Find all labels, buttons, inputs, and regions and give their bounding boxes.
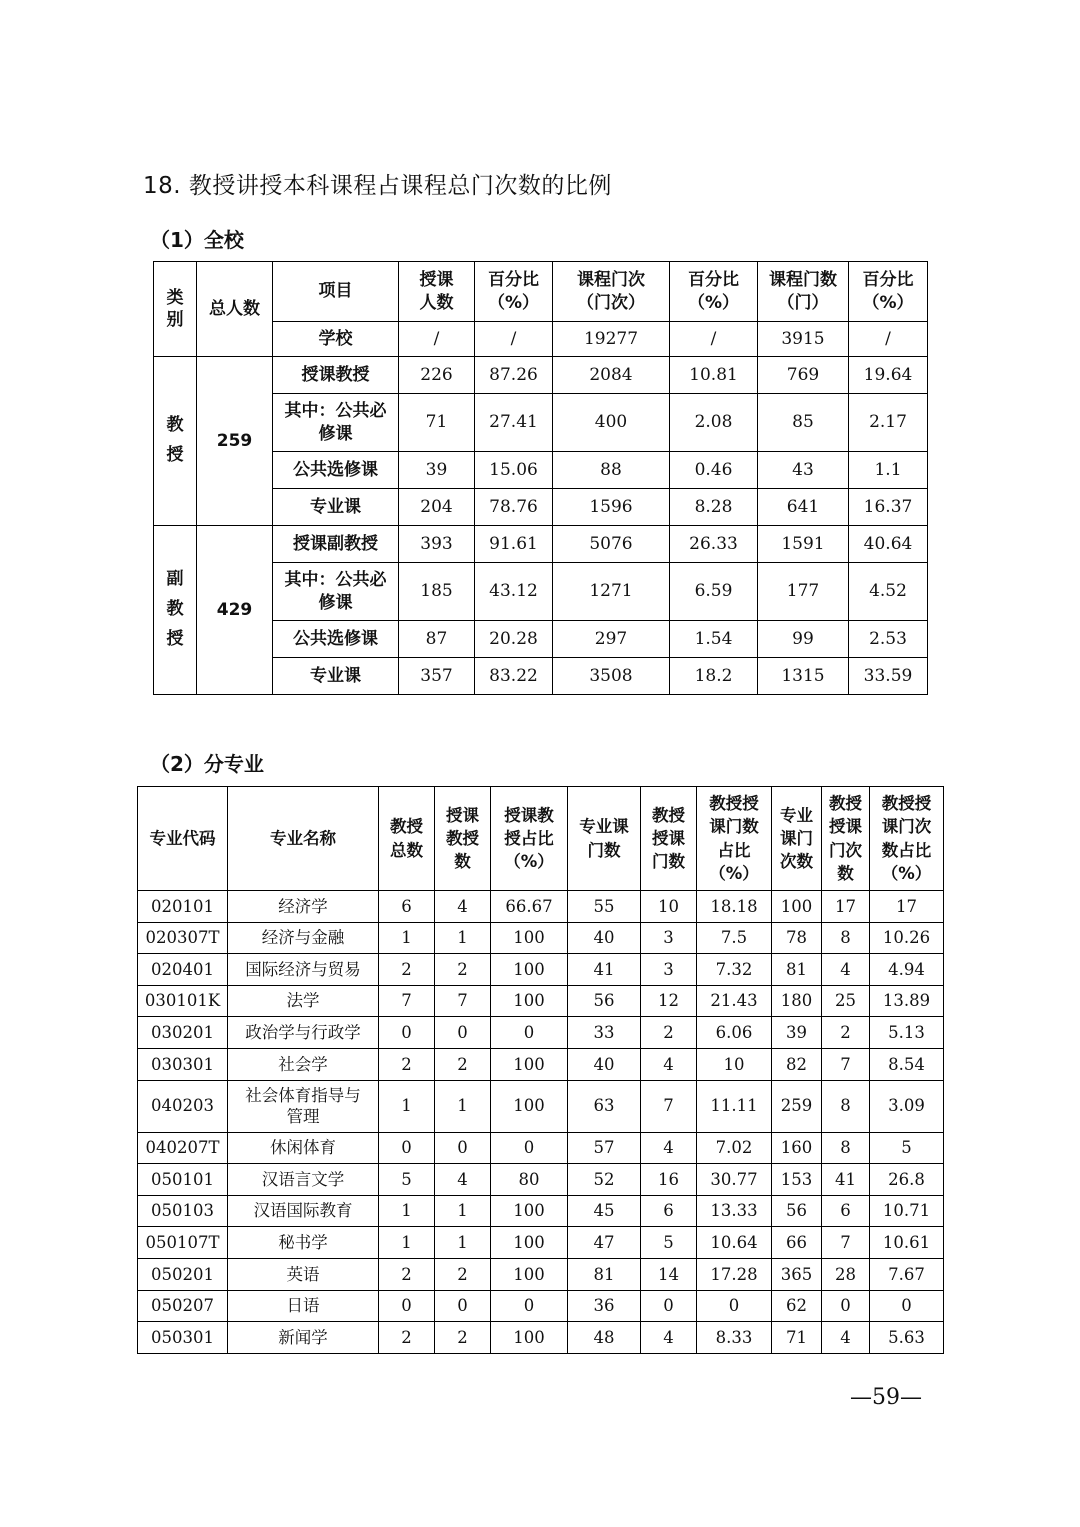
major-name: 经济与金融 (228, 922, 379, 954)
table-cell: 99 (758, 621, 849, 658)
table-cell: 5 (870, 1132, 944, 1164)
whole-school-table (153, 261, 928, 695)
table-cell: 15.06 (475, 452, 553, 489)
major-name: 汉语国际教育 (228, 1195, 379, 1227)
major-code: 020307T (138, 922, 228, 954)
header-pct3: 百分比 （%） (849, 262, 928, 322)
table-cell: / (475, 322, 553, 357)
table-cell: 0 (870, 1290, 944, 1322)
table-cell: 57 (568, 1132, 641, 1164)
table-cell: 1.54 (670, 621, 758, 658)
table-cell: 26.8 (870, 1164, 944, 1196)
table-row (138, 1132, 944, 1164)
table-cell: 85 (758, 394, 849, 452)
table-cell: 43 (758, 452, 849, 489)
table-cell: 4 (435, 1164, 491, 1196)
group-category: 副 教 授 (154, 526, 197, 695)
table-cell: 1 (435, 1195, 491, 1227)
major-code: 050201 (138, 1258, 228, 1290)
table-cell: 33.59 (849, 658, 928, 695)
table-cell: 17 (870, 891, 944, 923)
table-cell: 20.28 (475, 621, 553, 658)
major-code: 050301 (138, 1322, 228, 1354)
table-cell: 100 (491, 1048, 568, 1080)
table-cell: 5.63 (870, 1322, 944, 1354)
table-cell: 1 (435, 1227, 491, 1259)
table-cell: 63 (568, 1080, 641, 1132)
table-cell: 393 (399, 526, 475, 563)
major-code: 050207 (138, 1290, 228, 1322)
table-cell: 45 (568, 1195, 641, 1227)
major-code: 030301 (138, 1048, 228, 1080)
table-cell: 21.43 (697, 985, 772, 1017)
major-name: 政治学与行政学 (228, 1017, 379, 1049)
major-name: 经济学 (228, 891, 379, 923)
table-cell: 1 (379, 1227, 435, 1259)
table-cell: 7.02 (697, 1132, 772, 1164)
table-cell: 0 (435, 1290, 491, 1322)
table-cell: 16 (641, 1164, 697, 1196)
table-cell: 56 (772, 1195, 822, 1227)
table-row (138, 1258, 944, 1290)
column-header: 授课 教授 数 (435, 787, 491, 891)
table-cell: 0.46 (670, 452, 758, 489)
table-row (138, 1164, 944, 1196)
header-teaching: 授课 人数 (399, 262, 475, 322)
table-cell: 7.5 (697, 922, 772, 954)
table-cell: 30.77 (697, 1164, 772, 1196)
table-cell: 87 (399, 621, 475, 658)
table-cell: 66 (772, 1227, 822, 1259)
table-cell: 4 (435, 891, 491, 923)
table-cell: 66.67 (491, 891, 568, 923)
table-cell: 13.89 (870, 985, 944, 1017)
table-cell: 100 (772, 891, 822, 923)
major-name: 国际经济与贸易 (228, 954, 379, 986)
table-cell: 1 (435, 1080, 491, 1132)
table-cell: 8 (822, 922, 870, 954)
table-cell: 2 (379, 954, 435, 986)
table-cell: 4 (822, 1322, 870, 1354)
table-cell: 8.54 (870, 1048, 944, 1080)
table-cell: 33 (568, 1017, 641, 1049)
table-cell: 48 (568, 1322, 641, 1354)
table-cell: 6 (822, 1195, 870, 1227)
major-code: 050101 (138, 1164, 228, 1196)
table-cell: 100 (491, 1227, 568, 1259)
table-cell: 8 (822, 1132, 870, 1164)
table-cell: 4 (641, 1322, 697, 1354)
table-cell: 5.13 (870, 1017, 944, 1049)
table-cell: 55 (568, 891, 641, 923)
table-cell: 0 (379, 1290, 435, 1322)
table-cell: 8 (822, 1080, 870, 1132)
table-cell: 100 (491, 1080, 568, 1132)
table-cell: 100 (491, 1322, 568, 1354)
column-header: 专业名称 (228, 787, 379, 891)
row-label: 专业课 (273, 658, 399, 695)
table-cell: 17 (822, 891, 870, 923)
table-cell: 2 (435, 954, 491, 986)
table-cell: 87.26 (475, 357, 553, 394)
table-cell: 3.09 (870, 1080, 944, 1132)
table-cell: 7 (379, 985, 435, 1017)
row-label: 公共选修课 (273, 452, 399, 489)
table-row (138, 922, 944, 954)
table-row (138, 1080, 944, 1132)
table-cell: 6 (641, 1195, 697, 1227)
table-cell: 39 (399, 452, 475, 489)
table-cell: 1 (379, 1195, 435, 1227)
row-label: 专业课 (273, 489, 399, 526)
table-cell: 47 (568, 1227, 641, 1259)
table-cell: 1596 (553, 489, 670, 526)
major-code: 050107T (138, 1227, 228, 1259)
table-cell: 100 (491, 1258, 568, 1290)
major-name: 秘书学 (228, 1227, 379, 1259)
table-cell: 1.1 (849, 452, 928, 489)
table-row (138, 985, 944, 1017)
table-cell: 27.41 (475, 394, 553, 452)
table-cell: 41 (568, 954, 641, 986)
table-cell: 1 (435, 922, 491, 954)
table-row (138, 1322, 944, 1354)
table-cell: 56 (568, 985, 641, 1017)
table-cell: / (670, 322, 758, 357)
group-total: 429 (197, 526, 273, 695)
table-cell: 4.52 (849, 563, 928, 621)
table-cell: 6.06 (697, 1017, 772, 1049)
table-cell: 180 (772, 985, 822, 1017)
row-label: 公共选修课 (273, 621, 399, 658)
table-cell: 81 (568, 1258, 641, 1290)
table-cell: 40 (568, 1048, 641, 1080)
table-row (138, 891, 944, 923)
table-cell: 1315 (758, 658, 849, 695)
column-header: 教授 授课 门数 (641, 787, 697, 891)
table-cell: 5 (379, 1164, 435, 1196)
table-cell: 0 (822, 1290, 870, 1322)
table-cell: 82 (772, 1048, 822, 1080)
table-cell: 19.64 (849, 357, 928, 394)
table-cell: 0 (697, 1290, 772, 1322)
table-cell: / (399, 322, 475, 357)
table-cell: 0 (641, 1290, 697, 1322)
table-cell: 10 (641, 891, 697, 923)
header-courses: 课程门数 （门） (758, 262, 849, 322)
table-cell: 0 (491, 1290, 568, 1322)
row-label: 授课教授 (273, 357, 399, 394)
table-cell: 62 (772, 1290, 822, 1322)
table-cell: 5 (641, 1227, 697, 1259)
table-cell: 204 (399, 489, 475, 526)
table-cell: 4 (641, 1132, 697, 1164)
table-cell: 40.64 (849, 526, 928, 563)
table-cell: 400 (553, 394, 670, 452)
table-cell: 80 (491, 1164, 568, 1196)
subtitle-whole-school: （1）全校 (150, 228, 244, 252)
major-name: 社会学 (228, 1048, 379, 1080)
subtitle-by-major: （2）分专业 (150, 752, 264, 776)
section-title: 18. 教授讲授本科课程占课程总门次数的比例 (143, 173, 612, 199)
table-cell: 226 (399, 357, 475, 394)
table-cell: 16.37 (849, 489, 928, 526)
major-name: 英语 (228, 1258, 379, 1290)
major-name: 新闻学 (228, 1322, 379, 1354)
table-cell: 7.67 (870, 1258, 944, 1290)
table-cell: 297 (553, 621, 670, 658)
group-category: 教 授 (154, 357, 197, 526)
table-cell: 357 (399, 658, 475, 695)
table-cell: 36 (568, 1290, 641, 1322)
table-cell: 26.33 (670, 526, 758, 563)
table-cell: 100 (491, 985, 568, 1017)
header-category: 类 别 (154, 262, 197, 357)
table-cell: 4 (822, 954, 870, 986)
table-row (138, 1195, 944, 1227)
table-cell: 153 (772, 1164, 822, 1196)
table-cell: 18.2 (670, 658, 758, 695)
table-cell: 6.59 (670, 563, 758, 621)
column-header: 授课教 授占比 （%） (491, 787, 568, 891)
major-code: 030101K (138, 985, 228, 1017)
major-code: 050103 (138, 1195, 228, 1227)
table-cell: 7 (641, 1080, 697, 1132)
table-cell: 0 (435, 1017, 491, 1049)
row-label: 学校 (273, 322, 399, 357)
major-name: 法学 (228, 985, 379, 1017)
major-code: 020401 (138, 954, 228, 986)
table-cell: 3915 (758, 322, 849, 357)
column-header: 专业代码 (138, 787, 228, 891)
table-cell: 7 (822, 1227, 870, 1259)
table-cell: 17.28 (697, 1258, 772, 1290)
table-cell: 83.22 (475, 658, 553, 695)
table-cell: 1 (379, 922, 435, 954)
table-cell: 7.32 (697, 954, 772, 986)
column-header: 教授 总数 (379, 787, 435, 891)
table-cell: 0 (379, 1132, 435, 1164)
table-cell: 71 (772, 1322, 822, 1354)
page-number: —59— (850, 1385, 922, 1410)
table-cell: 259 (772, 1080, 822, 1132)
table-cell: 88 (553, 452, 670, 489)
table-cell: 185 (399, 563, 475, 621)
table-cell: 2.53 (849, 621, 928, 658)
table-row (138, 1227, 944, 1259)
table-cell: 1271 (553, 563, 670, 621)
table-cell: 100 (491, 954, 568, 986)
table-cell: 10.71 (870, 1195, 944, 1227)
major-name: 社会体育指导与 管理 (228, 1080, 379, 1132)
table-cell: 18.18 (697, 891, 772, 923)
header-pct1: 百分比 （%） (475, 262, 553, 322)
table-cell: 8.28 (670, 489, 758, 526)
header-course-times: 课程门次 （门次） (553, 262, 670, 322)
group-total: 259 (197, 357, 273, 526)
table-cell: 81 (772, 954, 822, 986)
table-cell: 8.33 (697, 1322, 772, 1354)
header-total: 总人数 (197, 262, 273, 357)
table-cell: 43.12 (475, 563, 553, 621)
table-cell: 3 (641, 922, 697, 954)
table-cell: 769 (758, 357, 849, 394)
table-cell: / (849, 322, 928, 357)
table-cell: 14 (641, 1258, 697, 1290)
table-cell: 177 (758, 563, 849, 621)
table-cell: 6 (379, 891, 435, 923)
table-row (138, 954, 944, 986)
table-cell: 4 (641, 1048, 697, 1080)
table-cell: 10.64 (697, 1227, 772, 1259)
table-row (154, 526, 928, 563)
major-code: 020101 (138, 891, 228, 923)
table-cell: 1 (379, 1080, 435, 1132)
table-cell: 78.76 (475, 489, 553, 526)
major-name: 休闲体育 (228, 1132, 379, 1164)
table-cell: 100 (491, 1195, 568, 1227)
table-cell: 10.81 (670, 357, 758, 394)
table-cell: 19277 (553, 322, 670, 357)
header-item: 项目 (273, 262, 399, 322)
table-cell: 100 (491, 922, 568, 954)
major-name: 汉语言文学 (228, 1164, 379, 1196)
column-header: 专业课 门数 (568, 787, 641, 891)
table-cell: 78 (772, 922, 822, 954)
table-row (138, 1048, 944, 1080)
major-code: 030201 (138, 1017, 228, 1049)
table-cell: 1591 (758, 526, 849, 563)
major-name: 日语 (228, 1290, 379, 1322)
header-row (154, 262, 928, 322)
table-cell: 2 (379, 1258, 435, 1290)
table-cell: 3 (641, 954, 697, 986)
table-cell: 39 (772, 1017, 822, 1049)
table-cell: 11.11 (697, 1080, 772, 1132)
header-row (138, 787, 944, 891)
major-code: 040207T (138, 1132, 228, 1164)
table-cell: 2 (435, 1322, 491, 1354)
table-cell: 2 (435, 1258, 491, 1290)
table-cell: 2 (435, 1048, 491, 1080)
table-cell: 2 (379, 1048, 435, 1080)
table-cell: 2 (641, 1017, 697, 1049)
table-cell: 3508 (553, 658, 670, 695)
table-cell: 0 (491, 1017, 568, 1049)
table-row (154, 357, 928, 394)
table-cell: 2.08 (670, 394, 758, 452)
table-cell: 0 (435, 1132, 491, 1164)
table-cell: 7 (435, 985, 491, 1017)
table-cell: 12 (641, 985, 697, 1017)
row-label: 其中：公共必 修课 (273, 394, 399, 452)
table-cell: 71 (399, 394, 475, 452)
by-major-table (137, 786, 944, 1354)
header-pct2: 百分比 （%） (670, 262, 758, 322)
table-cell: 5076 (553, 526, 670, 563)
column-header: 专业 课门 次数 (772, 787, 822, 891)
table-cell: 0 (379, 1017, 435, 1049)
table-cell: 7 (822, 1048, 870, 1080)
table-cell: 28 (822, 1258, 870, 1290)
table-cell: 41 (822, 1164, 870, 1196)
table-cell: 10 (697, 1048, 772, 1080)
table-cell: 91.61 (475, 526, 553, 563)
table-cell: 4.94 (870, 954, 944, 986)
table-cell: 10.61 (870, 1227, 944, 1259)
table-cell: 2 (822, 1017, 870, 1049)
table-cell: 2.17 (849, 394, 928, 452)
table-cell: 13.33 (697, 1195, 772, 1227)
column-header: 教授授 课门数 占比 （%） (697, 787, 772, 891)
table-cell: 160 (772, 1132, 822, 1164)
table-cell: 2084 (553, 357, 670, 394)
row-label: 授课副教授 (273, 526, 399, 563)
table-cell: 2 (379, 1322, 435, 1354)
row-label: 其中：公共必 修课 (273, 563, 399, 621)
table-cell: 10.26 (870, 922, 944, 954)
table-cell: 641 (758, 489, 849, 526)
table-row (138, 1017, 944, 1049)
table-cell: 365 (772, 1258, 822, 1290)
column-header: 教授 授课 门次 数 (822, 787, 870, 891)
column-header: 教授授 课门次 数占比 （%） (870, 787, 944, 891)
table-cell: 25 (822, 985, 870, 1017)
table-cell: 0 (491, 1132, 568, 1164)
major-code: 040203 (138, 1080, 228, 1132)
table-row (138, 1290, 944, 1322)
table-cell: 40 (568, 922, 641, 954)
table-cell: 52 (568, 1164, 641, 1196)
